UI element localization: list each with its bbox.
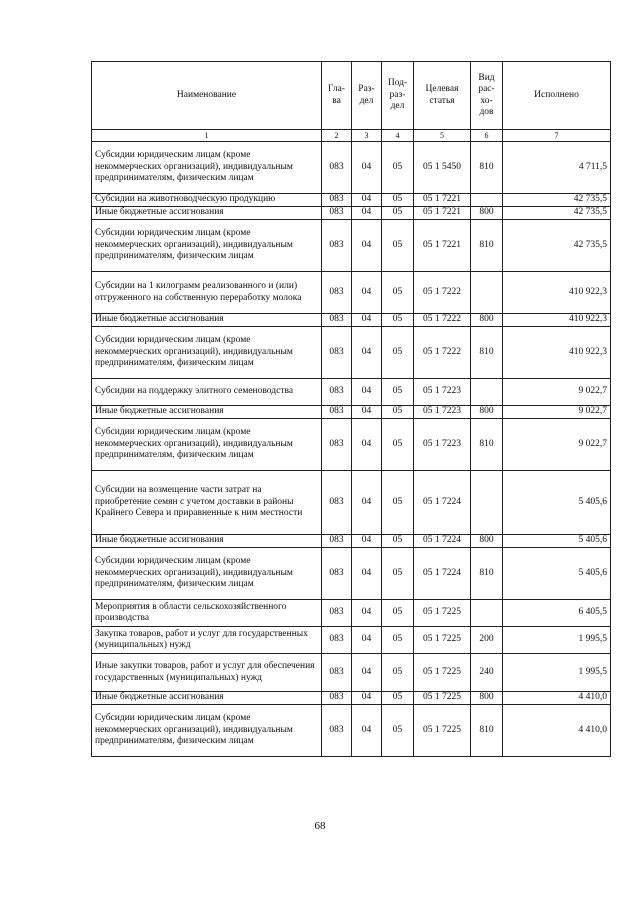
row-name-cell: Закупка товаров, работ и услуг для государственных (муниципальных) нужд [92,627,322,654]
row-glava-cell: 083 [322,548,352,600]
header-row [92,62,611,130]
row-tselevaya-cell: 05 1 7221 [414,194,471,207]
table-row [92,207,611,220]
column-number: 4 [382,130,414,142]
table-row [92,535,611,548]
row-tselevaya-cell: 05 1 7225 [414,627,471,654]
row-razdel-cell: 04 [352,142,382,194]
row-ispolneno-cell: 1 995,5 [503,654,611,692]
row-glava-cell: 083 [322,692,352,705]
table-row [92,220,611,272]
row-name-cell: Иные бюджетные ассигнования [92,406,322,419]
header-name: Наименование [92,62,322,130]
page-number: 68 [314,820,326,832]
table-row [92,194,611,207]
row-vid-cell: 810 [471,705,503,757]
row-podrazdel-cell: 05 [382,142,414,194]
row-razdel-cell: 04 [352,471,382,535]
row-glava-cell: 083 [322,600,352,627]
row-glava-cell: 083 [322,535,352,548]
row-tselevaya-cell: 05 1 7225 [414,654,471,692]
column-number: 6 [471,130,503,142]
row-tselevaya-cell: 05 1 7225 [414,705,471,757]
row-razdel-cell: 04 [352,220,382,272]
row-ispolneno-cell: 4 410,0 [503,692,611,705]
row-glava-cell: 083 [322,327,352,379]
header-tselevaya: Целевая статья [414,62,471,130]
row-vid-cell: 800 [471,406,503,419]
column-number: 2 [322,130,352,142]
row-glava-cell: 083 [322,654,352,692]
table-row [92,654,611,692]
header-glava: Гла- ва [322,62,352,130]
table-row [92,419,611,471]
row-name-cell: Субсидии юридическим лицам (кроме некоммерческих организаций), индивидуальным предпринимателям, физическим лицам [92,419,322,471]
row-glava-cell: 083 [322,142,352,194]
row-vid-cell: 800 [471,535,503,548]
table-row [92,705,611,757]
row-name-cell: Иные бюджетные ассигнования [92,314,322,327]
table-row [92,272,611,314]
row-tselevaya-cell: 05 1 7224 [414,471,471,535]
row-razdel-cell: 04 [352,379,382,406]
row-ispolneno-cell: 5 405,6 [503,548,611,600]
row-ispolneno-cell: 5 405,6 [503,471,611,535]
row-razdel-cell: 04 [352,600,382,627]
row-ispolneno-cell: 9 022,7 [503,406,611,419]
header-razdel: Раз- дел [352,62,382,130]
row-tselevaya-cell: 05 1 7222 [414,327,471,379]
row-razdel-cell: 04 [352,314,382,327]
row-tselevaya-cell: 05 1 7225 [414,600,471,627]
table-body [92,142,611,757]
row-name-cell: Иные закупки товаров, работ и услуг для обеспечения государственных (муниципальных) нужд [92,654,322,692]
row-ispolneno-cell: 42 735,5 [503,207,611,220]
row-vid-cell [471,379,503,406]
row-podrazdel-cell: 05 [382,692,414,705]
row-razdel-cell: 04 [352,327,382,379]
row-podrazdel-cell: 05 [382,705,414,757]
row-razdel-cell: 04 [352,548,382,600]
row-vid-cell: 800 [471,692,503,705]
row-name-cell: Иные бюджетные ассигнования [92,535,322,548]
row-vid-cell [471,471,503,535]
row-vid-cell [471,600,503,627]
column-number: 7 [503,130,611,142]
row-podrazdel-cell: 05 [382,535,414,548]
row-vid-cell: 810 [471,220,503,272]
row-vid-cell: 810 [471,548,503,600]
row-tselevaya-cell: 05 1 7221 [414,220,471,272]
row-ispolneno-cell: 410 922,3 [503,314,611,327]
row-podrazdel-cell: 05 [382,406,414,419]
row-razdel-cell: 04 [352,207,382,220]
row-glava-cell: 083 [322,194,352,207]
row-podrazdel-cell: 05 [382,627,414,654]
row-tselevaya-cell: 05 1 7221 [414,207,471,220]
row-name-cell: Мероприятия в области сельскохозяйственного производства [92,600,322,627]
row-name-cell: Иные бюджетные ассигнования [92,207,322,220]
row-glava-cell: 083 [322,627,352,654]
table-row [92,406,611,419]
row-razdel-cell: 04 [352,692,382,705]
row-razdel-cell: 04 [352,419,382,471]
row-name-cell: Субсидии юридическим лицам (кроме некоммерческих организаций), индивидуальным предпринимателям, физическим лицам [92,220,322,272]
row-glava-cell: 083 [322,220,352,272]
header-vid: Вид рас- хо- дов [471,62,503,130]
row-podrazdel-cell: 05 [382,194,414,207]
row-glava-cell: 083 [322,419,352,471]
row-name-cell: Субсидии на поддержку элитного семеноводства [92,379,322,406]
row-vid-cell [471,194,503,207]
row-ispolneno-cell: 4 410,0 [503,705,611,757]
row-ispolneno-cell: 410 922,3 [503,272,611,314]
row-name-cell: Субсидии юридическим лицам (кроме некоммерческих организаций), индивидуальным предпринимателям, физическим лицам [92,548,322,600]
row-name-cell: Субсидии на 1 килограмм реализованного и (или) отгруженного на собственную переработку молока [92,272,322,314]
table-row [92,327,611,379]
table-row [92,692,611,705]
header-ispolneno: Исполнено [503,62,611,130]
row-ispolneno-cell: 1 995,5 [503,627,611,654]
row-glava-cell: 083 [322,272,352,314]
table-row [92,471,611,535]
row-ispolneno-cell: 410 922,3 [503,327,611,379]
row-podrazdel-cell: 05 [382,314,414,327]
row-name-cell: Субсидии юридическим лицам (кроме некоммерческих организаций), индивидуальным предпринимателям, физическим лицам [92,705,322,757]
row-glava-cell: 083 [322,379,352,406]
row-glava-cell: 083 [322,705,352,757]
column-number: 1 [92,130,322,142]
row-podrazdel-cell: 05 [382,327,414,379]
row-podrazdel-cell: 05 [382,548,414,600]
row-vid-cell: 810 [471,142,503,194]
row-tselevaya-cell: 05 1 7223 [414,419,471,471]
row-razdel-cell: 04 [352,654,382,692]
row-podrazdel-cell: 05 [382,379,414,406]
table-row [92,627,611,654]
row-podrazdel-cell: 05 [382,654,414,692]
row-razdel-cell: 04 [352,535,382,548]
table-row [92,379,611,406]
row-vid-cell: 200 [471,627,503,654]
row-podrazdel-cell: 05 [382,207,414,220]
row-podrazdel-cell: 05 [382,419,414,471]
table-row [92,142,611,194]
row-vid-cell: 810 [471,419,503,471]
row-ispolneno-cell: 9 022,7 [503,419,611,471]
column-number: 5 [414,130,471,142]
row-tselevaya-cell: 05 1 7225 [414,692,471,705]
row-tselevaya-cell: 05 1 7223 [414,406,471,419]
row-razdel-cell: 04 [352,272,382,314]
column-number: 3 [352,130,382,142]
row-podrazdel-cell: 05 [382,600,414,627]
row-name-cell: Субсидии юридическим лицам (кроме некоммерческих организаций), индивидуальным предпринимателям, физическим лицам [92,142,322,194]
table-row [92,600,611,627]
row-name-cell: Субсидии юридическим лицам (кроме некоммерческих организаций), индивидуальным предпринимателям, физическим лицам [92,327,322,379]
row-glava-cell: 083 [322,406,352,419]
row-podrazdel-cell: 05 [382,220,414,272]
row-razdel-cell: 04 [352,406,382,419]
row-tselevaya-cell: 05 1 7224 [414,548,471,600]
column-number-row [92,130,611,142]
row-razdel-cell: 04 [352,194,382,207]
row-vid-cell: 800 [471,314,503,327]
row-ispolneno-cell: 42 735,5 [503,194,611,207]
header-podrazdel: Под- раз- дел [382,62,414,130]
row-tselevaya-cell: 05 1 5450 [414,142,471,194]
row-vid-cell: 240 [471,654,503,692]
row-glava-cell: 083 [322,207,352,220]
row-name-cell: Иные бюджетные ассигнования [92,692,322,705]
row-podrazdel-cell: 05 [382,471,414,535]
row-ispolneno-cell: 5 405,6 [503,535,611,548]
row-glava-cell: 083 [322,314,352,327]
row-ispolneno-cell: 9 022,7 [503,379,611,406]
row-tselevaya-cell: 05 1 7223 [414,379,471,406]
row-glava-cell: 083 [322,471,352,535]
row-vid-cell: 800 [471,207,503,220]
row-tselevaya-cell: 05 1 7222 [414,272,471,314]
budget-execution-table [91,61,611,757]
row-tselevaya-cell: 05 1 7224 [414,535,471,548]
table-row [92,548,611,600]
table-row [92,314,611,327]
row-name-cell: Субсидии на животноводческую продукцию [92,194,322,207]
row-vid-cell [471,272,503,314]
row-ispolneno-cell: 6 405,5 [503,600,611,627]
row-ispolneno-cell: 4 711,5 [503,142,611,194]
row-name-cell: Субсидии на возмещение части затрат на приобретение семян с учетом доставки в районы Крайнего Севера и приравненные к ним местности [92,471,322,535]
row-razdel-cell: 04 [352,705,382,757]
row-razdel-cell: 04 [352,627,382,654]
row-ispolneno-cell: 42 735,5 [503,220,611,272]
row-tselevaya-cell: 05 1 7222 [414,314,471,327]
row-vid-cell: 810 [471,327,503,379]
row-podrazdel-cell: 05 [382,272,414,314]
